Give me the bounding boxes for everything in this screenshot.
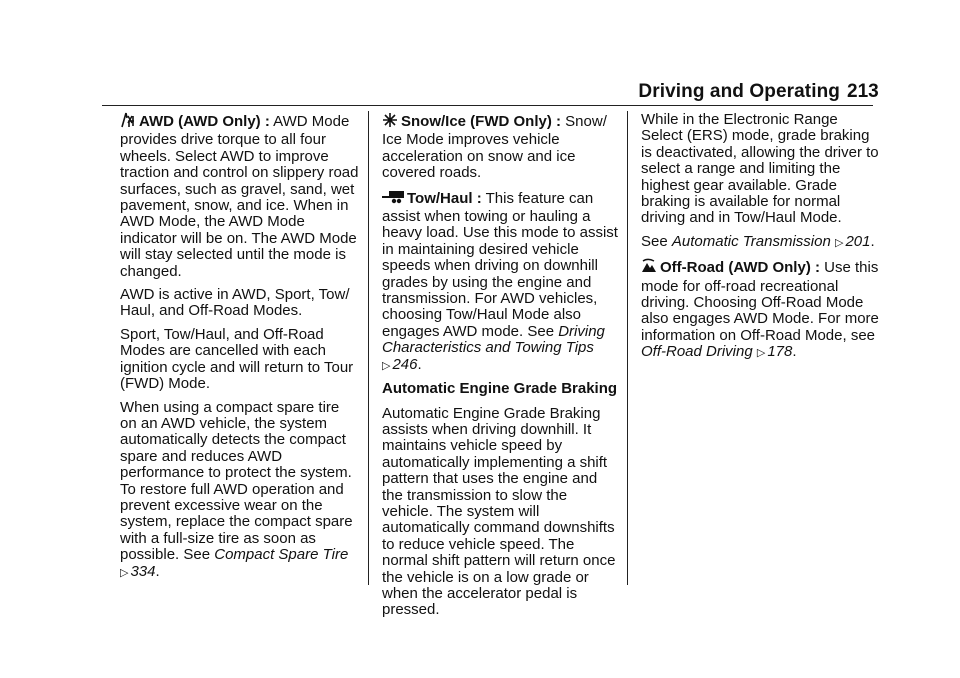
tow-title: Tow/Haul : xyxy=(407,189,482,207)
grade-braking-heading: Automatic Engine Grade Braking xyxy=(382,380,618,398)
page-header xyxy=(0,81,960,111)
compact-spare-link[interactable]: Compact Spare Tire xyxy=(214,546,349,564)
page-reference-arrow-icon: ▷ xyxy=(382,359,391,372)
column-3 xyxy=(641,112,879,369)
tow-text: This feature can assist when towing or hauling a heavy load. Use this mode to assist in maintaining desired vehicle speeds when driving on downhill grades by using the engine and transmission. For AWD vehicles, choosing Tow/Haul Mode also engages AWD mode. See xyxy=(382,189,618,340)
snow-text: Snow/ Ice Mode improves vehicle acceleration on snow and ice covered roads. xyxy=(382,113,607,182)
awd-title: AWD (AWD Only) : xyxy=(139,113,270,130)
awd-mode-icon xyxy=(120,112,136,132)
automatic-transmission-page-link[interactable]: 201 xyxy=(845,232,871,250)
column-divider-2 xyxy=(627,111,628,585)
compact-spare-page-link[interactable]: 334 xyxy=(130,562,156,580)
offroad-text: Use this mode for off-road recreational driving. Choosing Off-Road Mode also engages AWD Mode. For more information on Off-Road Mode, see xyxy=(641,259,879,344)
snow-paragraph xyxy=(382,112,620,182)
towing-tips-page-link[interactable]: 246 xyxy=(392,355,418,373)
page-reference-arrow-icon: ▷ xyxy=(756,347,766,360)
trailer-tow-icon xyxy=(382,189,404,209)
page-reference-arrow-icon: ▷ xyxy=(834,236,844,249)
offroad-paragraph: Off-Road (AWD Only) : Use this mode for off-road recreational driving. Choosing Off-Road Mode also engages AWD Mode. For more information on Off-Road Mode, see Off-Road Driving ▷ 178. xyxy=(641,259,879,361)
grade-braking-paragraph: Automatic Engine Grade Braking assists when driving downhill. It maintains vehicle speed by automatically implementing a shift pattern that uses the engine and the transmission to slow the vehicle. The system will automatically command downshifts to reduce vehicle speed. The normal shift pattern will return once the vehicle is on a low grade or when the accelerator pedal is pressed. xyxy=(382,404,616,619)
snow-title: Snow/Ice (FWD Only) : xyxy=(401,113,561,130)
section-title: Driving and Operating xyxy=(638,81,840,102)
see-label: See xyxy=(641,232,668,250)
snowflake-icon xyxy=(382,112,398,132)
awd-paragraph xyxy=(120,112,360,280)
column-2 xyxy=(382,112,620,626)
compact-spare-text: When using a compact spare tire on an AWD vehicle, the system automatically detects the compact spare and reduces AWD performance to protect the system. To restore full AWD operation and prevent excessive wear on the system, replace the compact spare with a full-size tire as soon as possible. See xyxy=(120,398,353,564)
awd-text: AWD Mode provides drive torque to all four wheels. Select AWD to improve traction and control on slippery road surfaces, such as gravel, sand, wet pavement, snow, and ice. When in AWD Mode, the AWD Mode indicator will be on. The AWD Mode will stay selected until the mode is changed. xyxy=(120,113,359,280)
tow-paragraph: Tow/Haul : This feature can assist when towing or hauling a heavy load. Use this mode to assist in maintaining desired vehicle speeds when driving on downhill grades by using the engine and transmission. For AWD vehicles, choosing Tow/Haul Mode also engages AWD mode. See Driving Characteristics and Towing Tips ▷ 246. xyxy=(382,189,618,373)
ers-paragraph: While in the Electronic Range Select (ERS) mode, grade braking is deactivated, allowing the driver to select a range and limiting the highest gear available. Grade braking is available for normal driving and in Tow/Haul Mode. xyxy=(641,111,879,227)
column-divider-1 xyxy=(368,111,369,585)
automatic-transmission-link[interactable]: Automatic Transmission xyxy=(671,232,831,250)
offroad-driving-page-link[interactable]: 178 xyxy=(767,343,793,361)
offroad-driving-link[interactable]: Off-Road Driving xyxy=(641,343,753,361)
towing-tips-link[interactable]: Driving Characteristics and Towing Tips xyxy=(382,322,605,357)
see-transmission-paragraph: See Automatic Transmission ▷ 201. xyxy=(641,232,875,250)
column-1 xyxy=(120,112,360,588)
page-reference-arrow-icon: ▷ xyxy=(120,566,129,579)
modes-cancel-paragraph: Sport, Tow/Haul, and Off-Road Modes are cancelled with each ignition cycle and will return to Tour (FWD) Mode. xyxy=(120,325,354,393)
offroad-title: Off-Road (AWD Only) : xyxy=(660,259,820,277)
awd-active-paragraph: AWD is active in AWD, Sport, Tow/ Haul, and Off-Road Modes. xyxy=(120,286,350,320)
offroad-mountain-icon xyxy=(641,258,657,278)
header-rule xyxy=(102,105,873,106)
page-number: 213 xyxy=(847,81,879,102)
compact-spare-paragraph: When using a compact spare tire on an AWD vehicle, the system automatically detects the compact spare and reduces AWD performance to protect the system. To restore full AWD operation and prevent excessive wear on the system, replace the compact spare with a full-size tire as soon as possible. See Compact Spare Tire ▷ 334. xyxy=(120,398,353,580)
